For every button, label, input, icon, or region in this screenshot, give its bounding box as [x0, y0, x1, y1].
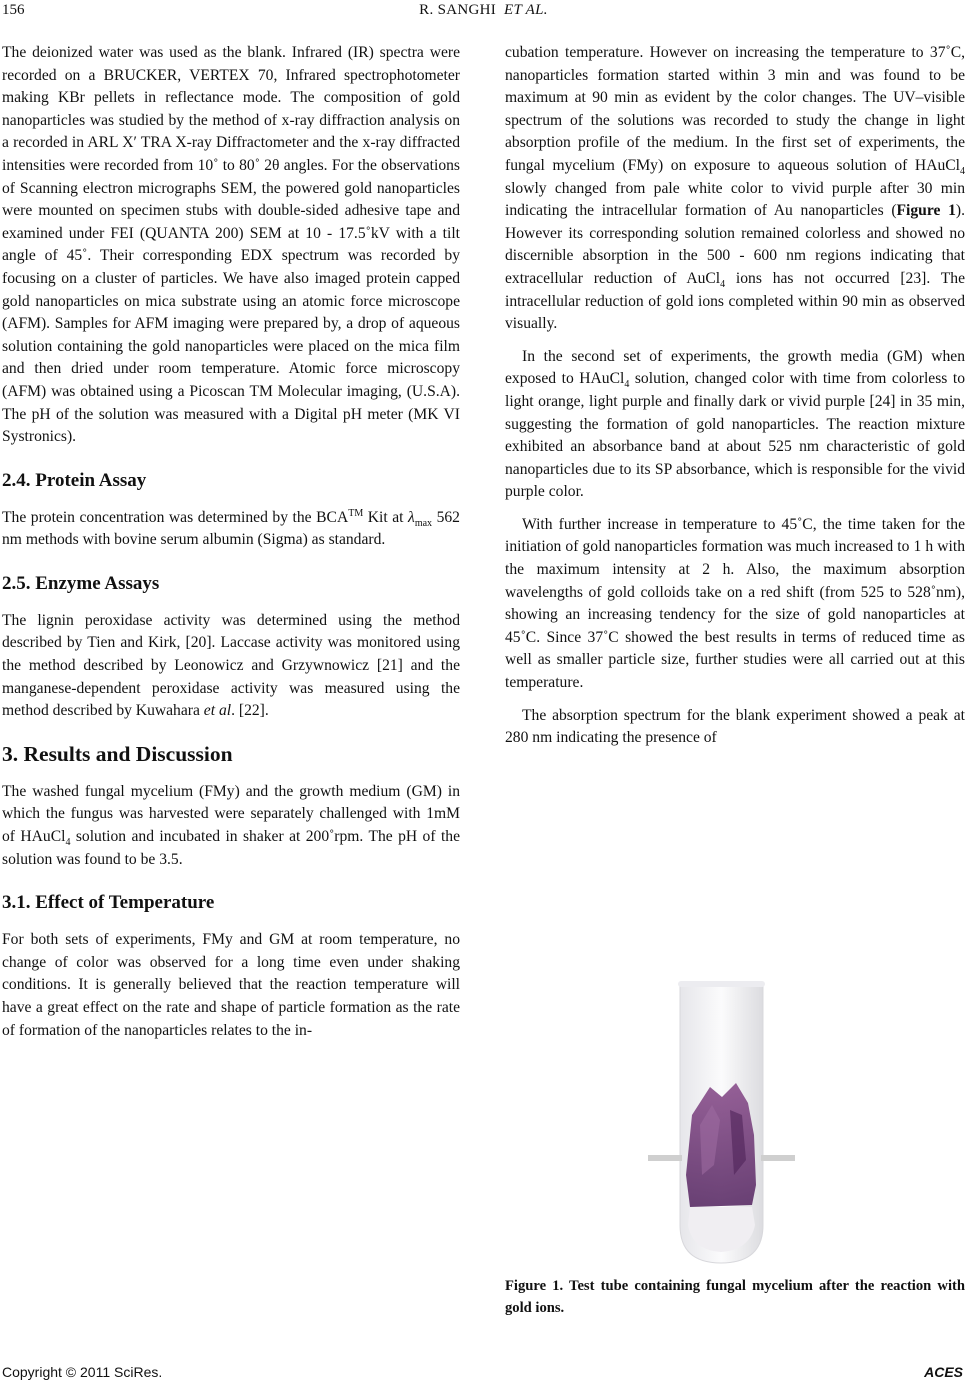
figure-caption: Figure 1. Test tube containing fungal mycelium after the reaction with gold ions.: [505, 1278, 965, 1316]
paragraph-incubation: cubation temperature. However on increasing the temperature to 37˚C, nanoparticles formation started within 3 min and was found to be maximum at 90 min as evident by the color changes. The UV–visible spectrum of the solutions was recorded to study the change in light absorption profile of the medium. In the first set of experiments, the fungal mycelium (FMy) on exposure to aqueous solution of HAuCl$_4$ slowly changed from pale white color to vivid purple after 30 min indicating the intracellular formation of Au nanoparticles (Figure 1). However its corresponding solution remained colorless and showed no discernible absorption in the 500 - 600 nm regions indicating that extracellular reduction of AuCl$_4$ ions has not occurred [23]. The intracellular reduction of gold ions completed within 90 min as observed visually.: [505, 44, 965, 333]
header-author: R. SANGHI: [419, 2, 497, 18]
page-number: 156: [2, 2, 25, 18]
heading-results-discussion: 3. Results and Discussion: [2, 741, 233, 766]
test-tube-image: [640, 975, 803, 1267]
paragraph-enzyme-assays: The lignin peroxidase activity was determined using the method described by Tien and Kirk, [20]. Laccase activity was monitored using the method described by Leonowicz and Grzywnowicz [21] and the manganese-dependent peroxidase activity was measured using the method described by Kuwahara et al. [22].: [2, 611, 460, 720]
paragraph-growth-media: In the second set of experiments, the growth media (GM) when exposed to HAuCl$_4$ solution, changed color with time from colorless to light orange, light purple and finally dark or vivid purple [24] in 35 min, suggesting the formation of gold nanoparticles. The reaction mixture exhibited an absorbance band at about 525 nm characteristic of gold nanoparticles due to its SP absorbance, which is responsible for the vivid purple color.: [505, 347, 965, 501]
paragraph-protein-assay: The protein concentration was determined by the BCA™ Kit at $\lambda_{max}$ 562 nm methods with bovine serum albumin (Sigma) as standard.: [2, 507, 460, 549]
paragraph-results-intro: The washed fungal mycelium (FMy) and the growth medium (GM) in which the fungus was harvested were separately challenged with 1mM of HAuCl$_4$ solution and incubated in shaker at 200˚rpm. The pH of the solution was found to be 3.5.: [2, 782, 460, 868]
paragraph-45c: With further increase in temperature to 45˚C, the time taken for the initiation of gold nanoparticles formation was much increased to 1 h with the maximum intensity at 2 h. Also, the maximum absorption wavelengths of gold colloids take on a red shift (from 525 to 528˚nm), showing an increasing tendency for the size of gold nanoparticles at 45˚C. Since 37˚C showed the best results in terms of reduced time as well as smaller particle size, further studies were all carried out at this temperature.: [505, 515, 965, 692]
paragraph-temperature: For both sets of experiments, FMy and GM at room temperature, no change of color was observed for a long time even under shaking conditions. It is generally believed that the reaction temperature will have a great effect on the rate and shape of particle formation as the rate of formation of the nanoparticles relates to the in-: [2, 931, 460, 1039]
heading-effect-temperature: 3.1. Effect of Temperature: [2, 892, 215, 914]
footer-copyright: Copyright © 2011 SciRes.: [2, 1364, 163, 1380]
header-et-al: ET AL.: [504, 2, 548, 18]
running-header: [0, 2, 967, 19]
paragraph-methods: The deionized water was used as the blank. Infrared (IR) spectra were recorded on a BRUCKER, VERTEX 70, Infrared spectrophotometer making KBr pellets in reflectance mode. The composition of gold nanoparticles was studied by the method of x-ray diffraction analysis on a recorded in ARL X′ TRA X-ray Diffractometer and the x-ray diffracted intensities were recorded from 10˚ to 80˚ 2θ angles. For the observations of Scanning electron micrographs SEM, the powered gold nanoparticles were mounted on specimen stubs with double-sided adhesive tape and examined under FEI (QUANTA 200) SEM at 10 - 17.5˚kV with a tilt angle of 45˚. Their corresponding EDX spectrum was recorded by focusing on a cluster of particles. We have also imaged protein capped gold nanoparticles on mica substrate using an atomic force microscope (AFM). Samples for AFM imaging were prepared by, a drop of aqueous solution containing the gold nanoparticles were placed on the mica film and then dried under room temperature. Atomic force microscopy (AFM) was obtained using a Picoscan TM Molecular imaging, (U.S.A). The pH of the solution was measured with a Digital pH meter (MK VI Systronics).: [2, 44, 460, 446]
heading-enzyme-assays: 2.5. Enzyme Assays: [2, 572, 160, 594]
paragraph-blank-spectrum: The absorption spectrum for the blank experiment showed a peak at 280 nm indicating the presence of: [505, 706, 965, 747]
right-column: [505, 42, 965, 750]
figure-1-ref: Figure 1: [896, 202, 956, 220]
left-column: [2, 42, 460, 1042]
heading-protein-assay: 2.4. Protein Assay: [2, 469, 147, 491]
figure-test-tube: [640, 975, 803, 1267]
footer-journal: ACES: [924, 1364, 963, 1380]
